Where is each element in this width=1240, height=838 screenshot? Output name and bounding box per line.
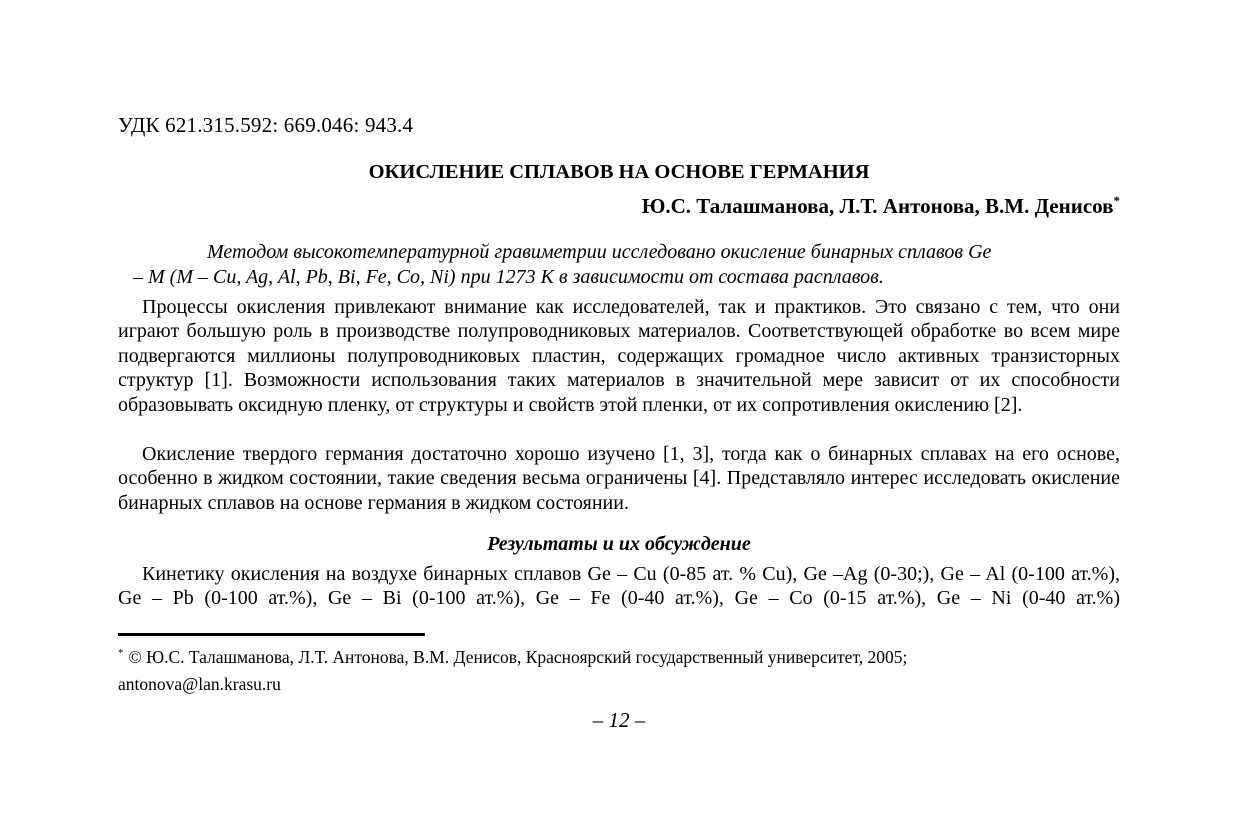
udc-classification-line: УДК 621.315.592: 669.046: 943.4: [118, 113, 414, 137]
abstract-line-2: – M (M – Cu, Ag, Al, Pb, Bi, Fe, Co, Ni) при 1273 К в зависимости от состава расплавов.: [133, 266, 884, 288]
abstract: [133, 240, 1033, 290]
authors-footnote-marker: *: [1113, 193, 1120, 208]
abstract-line-1: Методом высокотемпературной гравиметрии исследовано окисление бинарных сплавов Ge: [207, 241, 992, 263]
footnote-separator-rule: [118, 633, 425, 636]
footnote-copyright-text: © Ю.С. Талашманова, Л.Т. Антонова, В.М. Денисов, Красноярский государственный университет, 2005;: [128, 647, 908, 667]
body-paragraph-1: Процессы окисления привлекают внимание как исследователей, так и практиков. Это связано с тем, что они играют большую роль в производстве полупроводниковых материалов. Соответствующей обработке во всем мире подвергаются миллионы полупроводниковых пластин, содержащих громадное число активных транзисторных структур [1]. Возможности использования таких материалов в значительной мере зависит от их способности образовывать оксидную пленку, от структуры и свойств этой пленки, от их сопротивления окислению [2].: [118, 296, 1120, 416]
section-heading-results: Результаты и их обсуждение: [487, 533, 751, 555]
footnote-email: antonova@lan.krasu.ru: [118, 674, 281, 694]
body-paragraph-2: Окисление твердого германия достаточно хорошо изучено [1, 3], тогда как о бинарных сплавах на его основе, особенно в жидком состоянии, такие сведения весьма ограничены [4]. Представляло интерес исследовать окисление бинарных сплавов на основе германия в жидком состоянии.: [118, 443, 1120, 514]
results-paragraph: Кинетику окисления на воздухе бинарных сплавов Ge – Cu (0-85 ат. % Cu), Ge –Ag (0-30;), Ge – Al (0-100 ат.%), Ge – Pb (0-100 ат.%), Ge – Bi (0-100 ат.%), Ge – Fe (0-40 ат.%), Ge – Co (0-15 ат.%), Ge – Ni (0-40 ат.%): [118, 563, 1120, 610]
footnote: [118, 644, 1120, 698]
footnote-copyright-line: [118, 644, 1120, 671]
authors-names: Ю.С. Талашманова, Л.Т. Антонова, В.М. Денисов: [641, 194, 1114, 218]
page-number: – 12 –: [592, 708, 646, 732]
paper-title: ОКИСЛЕНИЕ СПЛАВОВ НА ОСНОВЕ ГЕРМАНИЯ: [368, 161, 870, 183]
footnote-marker: *: [118, 647, 124, 660]
authors-line: [118, 194, 1120, 219]
